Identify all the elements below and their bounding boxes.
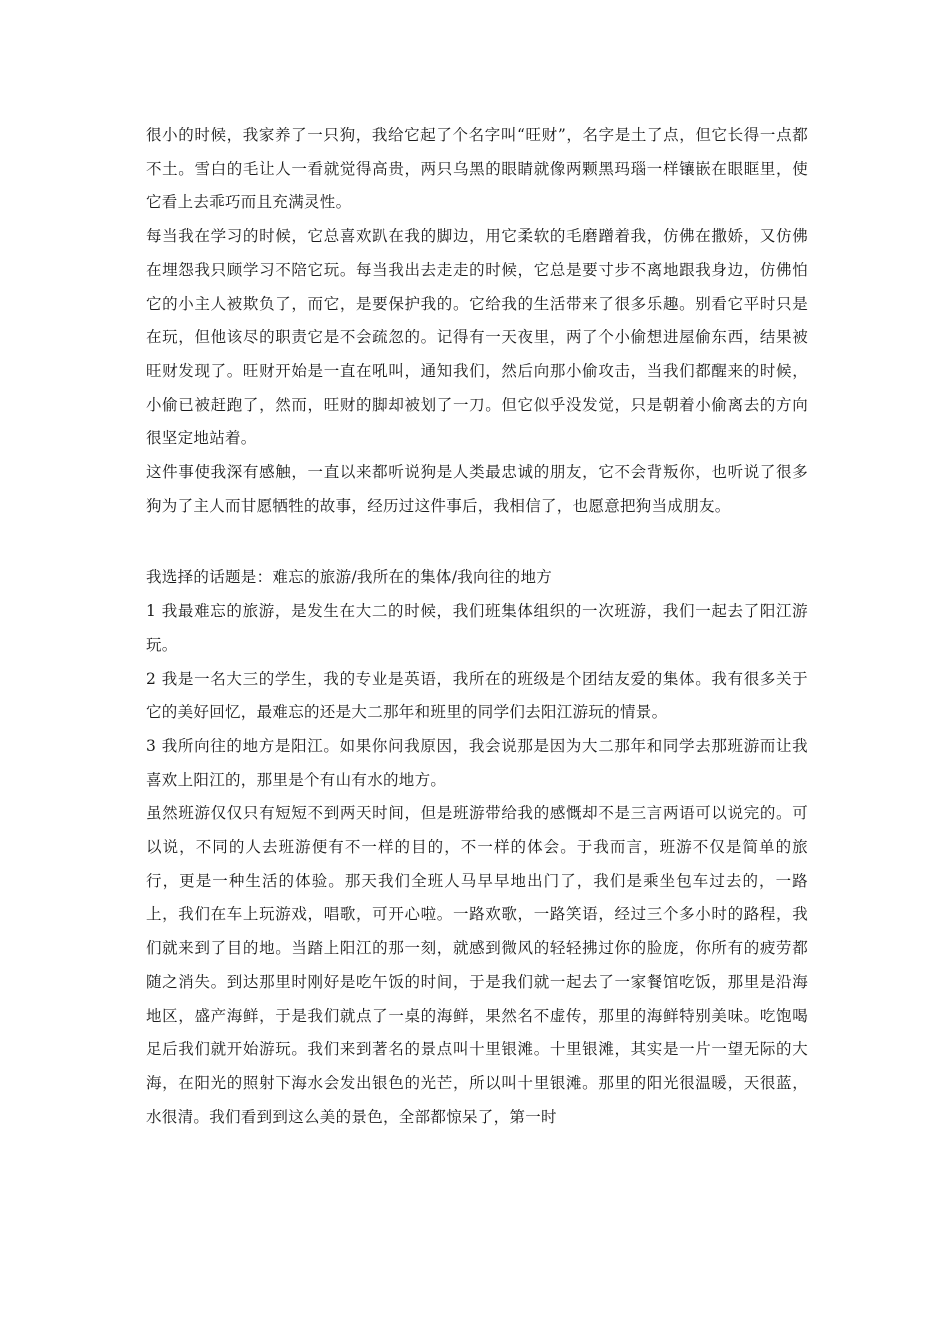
essay2-paragraph-3: 3 我所向往的地方是阳江。如果你问我原因，我会说那是因为大二那年和同学去那班游而让我喜欢上阳江的，那里是个有山有水的地方。 [146, 736, 808, 789]
essay2-paragraph-4: 虽然班游仅仅只有短短不到两天时间，但是班游带给我的感慨却不是三言两语可以说完的。可以说，不同的人去班游便有不一样的目的，不一样的体会。于我而言，班游不仅是简单的旅行，更是一种生活的体验。那天我们全班人马早早地出门了，我们是乘坐包车过去的，一路上，我们在车上玩游戏，唱歌，可开心啦。一路欢歌，一路笑语，经过三个多小时的路程，我们就来到了目的地。当踏上阳江的那一刻，就感到微风的轻轻拂过你的脸庞，你所有的疲劳都随之消失。到达那里时刚好是吃午饭的时间，于是我们就一起去了一家餐馆吃饭，那里是沿海地区，盛产海鲜，于是我们就点了一桌的海鲜，果然名不虚传，那里的海鲜特别美味。吃饱喝足后我们就开始游玩。我们来到著名的景点叫十里银滩。十里银滩，其实是一片一望无际的大海，在阳光的照射下海水会发出银色的光芒，所以叫十里银滩。那里的阳光很温暖，天很蓝，水很清。我们看到到这么美的景色，全部都惊呆了，第一时 [146, 804, 808, 1126]
essay1-paragraph-2: 每当我在学习的时候，它总喜欢趴在我的脚边，用它柔软的毛磨蹭着我，仿佛在撒娇，又仿佛在埋怨我只顾学习不陪它玩。每当我出去走走的时候，它总是要寸步不离地跟我身边，仿佛怕它的小主人被欺负了，而它，是要保护我的。它给我的生活带来了很多乐趣。别看它平时只是在玩，但他该尽的职责它是不会疏忽的。记得有一天夜里，两了个小偷想进屋偷东西，结果被旺财发现了。旺财开始是一直在吼叫，通知我们，然后向那小偷攻击，当我们都醒来的时候，小偷已被赶跑了，然而，旺财的脚却被划了一刀。但它似乎没发觉，只是朝着小偷离去的方向很坚定地站着。 [146, 227, 808, 448]
essay2-paragraph-1: 1 我最难忘的旅游，是发生在大二的时候，我们班集体组织的一次班游，我们一起去了阳江游玩。 [146, 602, 808, 654]
essay2-topic: 我选择的话题是：难忘的旅游/我所在的集体/我向往的地方 [146, 568, 553, 587]
document-page [146, 119, 808, 1134]
essay2-paragraph-2: 2 我是一名大三的学生，我的专业是英语，我所在的班级是个团结友爱的集体。我有很多关于它的美好回忆，最难忘的还是大二那年和班里的同学们去阳江游玩的情景。 [146, 669, 808, 722]
section-gap [146, 523, 808, 561]
essay1-paragraph-3: 这件事使我深有感触，一直以来都听说狗是人类最忠诚的朋友，它不会背叛你，也听说了很多狗为了主人而甘愿牺牲的故事，经历过这件事后，我相信了，也愿意把狗当成朋友。 [146, 463, 808, 515]
essay1-paragraph-1: 很小的时候，我家养了一只狗，我给它起了个名字叫“旺财”，名字是土了点，但它长得一点都不土。雪白的毛让人一看就觉得高贵，两只乌黑的眼睛就像两颗黑玛瑙一样镶嵌在眼眶里，使它看上去乖巧而且充满灵性。 [146, 126, 808, 212]
